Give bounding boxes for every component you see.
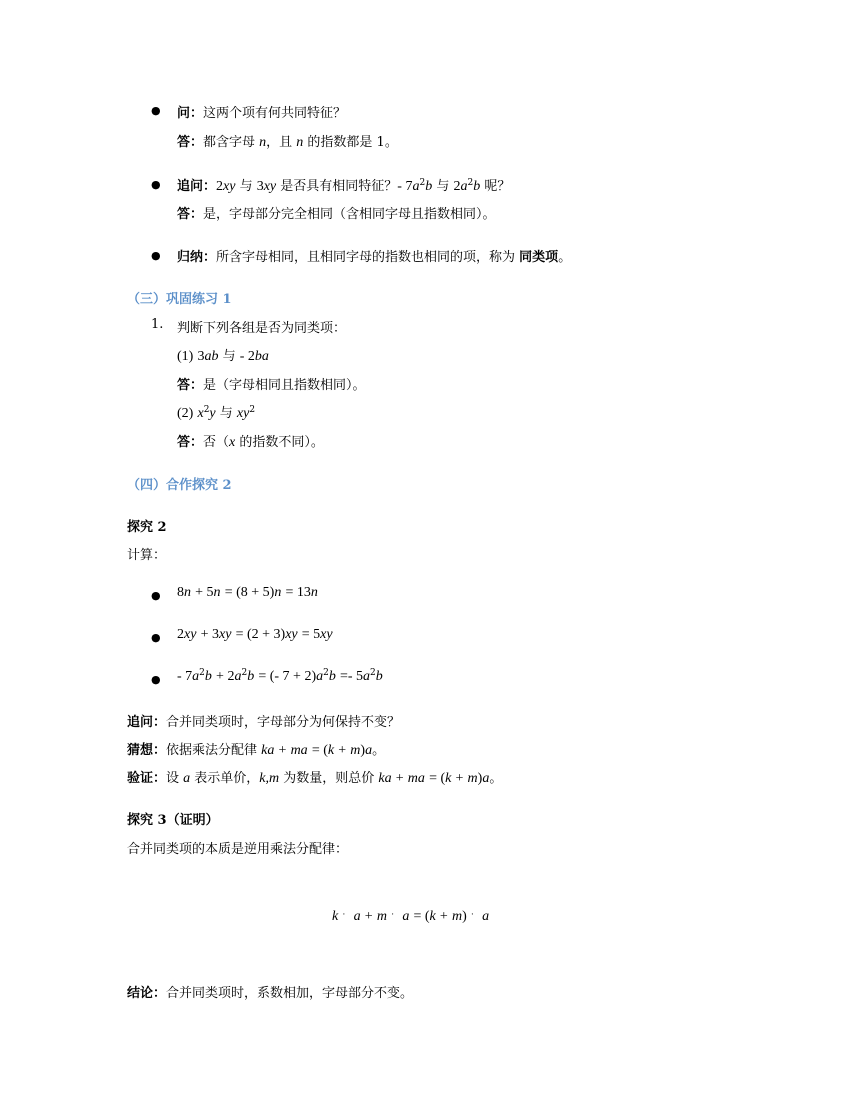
question-line	[177, 102, 346, 121]
followup-line	[177, 175, 510, 195]
answer-text: 是（字母相同且指数相同）。	[203, 378, 366, 393]
subsection-title: 探究 3（证明）	[127, 813, 219, 828]
followup-text: 合并同类项时，字母部分为何保持不变？	[166, 715, 401, 730]
bullet-icon: ●	[151, 104, 161, 117]
sub-item: (2) $x^2y$ 与 $xy^2$	[177, 405, 256, 421]
summary-text: 所含字母相同，且相同字母的指数也相同的项，称为	[216, 250, 516, 265]
answer-line	[177, 131, 398, 151]
distributive-formula: k · a + m · a = (k + m) · a	[332, 909, 490, 924]
answer-text: 否（x 的指数不同）。	[203, 435, 324, 450]
question-text: 这两个项有何共同特征？	[203, 106, 347, 121]
answer-label: 答：	[177, 135, 204, 150]
answer-label: 答：	[177, 378, 204, 393]
verify-line	[127, 767, 502, 787]
section-heading: （三）巩固练习 1	[127, 292, 232, 307]
answer-line	[177, 431, 324, 451]
equation-1: 8n + 5n = (8 + 5)n = 13n	[177, 585, 318, 600]
subsection-title: 探究 2	[127, 520, 167, 535]
answer-line	[177, 374, 366, 393]
followup-text: 2xy 与 3xy 是否具有相同特征？- $7a^2b$ 与 $2a^2b$ 呢？	[216, 178, 511, 194]
followup-line	[127, 711, 400, 730]
item-text: 判断下列各组是否为同类项：	[177, 321, 347, 336]
answer-label: 答：	[177, 207, 204, 222]
answer-text: 是，字母部分完全相同（含相同字母且指数相同）。	[203, 207, 496, 222]
guess-line	[127, 739, 385, 759]
verify-text: 设 a 表示单价，k,m 为数量，则总价 ka + ma = (k + m)a。	[166, 771, 503, 786]
answer-label: 答：	[177, 435, 204, 450]
answer-text: 都含字母 n，且 n 的指数都是 1。	[203, 135, 398, 150]
summary-line	[177, 246, 571, 265]
followup-label: 追问：	[177, 179, 217, 194]
proof-intro: 合并同类项的本质是逆用乘法分配律：	[127, 842, 349, 857]
conclusion-line	[127, 982, 413, 1001]
guess-text: 依据乘法分配律 ka + ma = (k + m)a。	[166, 743, 386, 758]
answer-line	[177, 203, 496, 222]
item-number: 1.	[151, 317, 164, 332]
summary-label: 归纳：	[177, 250, 217, 265]
bullet-icon: ●	[151, 673, 161, 686]
section-heading: （四）合作探究 2	[127, 478, 232, 493]
equation-3: - $7a^2b + 2a^2b$ = (- $7 + 2)a^2b =- 5a^2b$	[177, 668, 383, 684]
question-label: 问：	[177, 106, 204, 121]
equation-2: 2xy + 3xy = (2 + 3)xy = 5xy	[177, 627, 333, 642]
calc-label: 计算：	[127, 548, 167, 563]
followup-label: 追问：	[127, 715, 167, 730]
conclusion-label: 结论：	[127, 986, 167, 1001]
verify-label: 验证：	[127, 771, 167, 786]
conclusion-text: 合并同类项时，系数相加，字母部分不变。	[166, 986, 414, 1001]
summary-term: 同类项	[519, 250, 559, 265]
sub-item: (1) 3ab 与 - 2ba	[177, 349, 269, 364]
bullet-icon: ●	[151, 249, 161, 262]
guess-label: 猜想：	[127, 743, 167, 758]
summary-end: 。	[558, 250, 572, 265]
bullet-icon: ●	[151, 178, 161, 191]
bullet-icon: ●	[151, 631, 161, 644]
bullet-icon: ●	[151, 589, 161, 602]
